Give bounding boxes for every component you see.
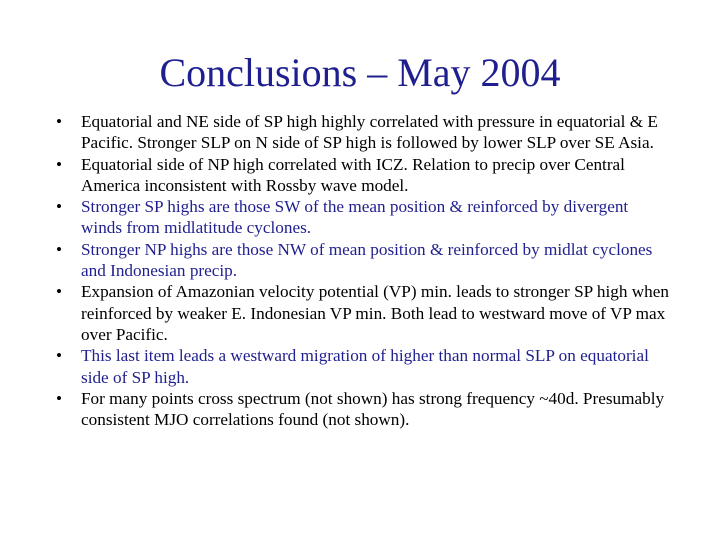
bullet-item-6 — [50, 345, 672, 388]
bullet-item-7 — [50, 388, 672, 431]
bullet-item-1 — [50, 111, 672, 154]
bullet-text: Expansion of Amazonian velocity potential (VP) min. leads to stronger SP high when reinforced by weaker E. Indonesian VP min. Both lead to westward move of VP max over Pacific. — [81, 282, 669, 344]
bullet-marker: • — [56, 197, 63, 217]
bullet-marker: • — [56, 282, 63, 302]
slide-title: Conclusions – May 2004 — [159, 50, 561, 95]
bullet-text: Equatorial and NE side of SP high highly correlated with pressure in equatorial & E Pacific. Stronger SLP on N side of SP high is followed by lower SLP over SE Asia. — [81, 112, 658, 153]
bullet-text: Stronger SP highs are those SW of the mean position & reinforced by divergent winds from midlatitude cyclones. — [81, 197, 629, 238]
bullet-text: Stronger NP highs are those NW of mean position & reinforced by midlat cyclones and Indonesian precip. — [81, 239, 653, 281]
bullet-marker: • — [56, 388, 63, 408]
bullet-marker: • — [56, 346, 63, 366]
bullet-marker: • — [56, 154, 63, 174]
bullet-text: Equatorial side of NP high correlated with ICZ. Relation to precip over Central America inconsistent with Rossby wave model. — [81, 154, 625, 195]
bullet-item-4 — [50, 239, 672, 282]
bullet-marker: • — [56, 112, 63, 131]
bullet-list — [50, 111, 672, 430]
bullet-item-3 — [50, 196, 672, 239]
bullet-text: For many points cross spectrum (not shown) has strong frequency ~40d. Presumably consistent MJO correlations found (not shown). — [81, 388, 665, 430]
bullet-item-2 — [50, 154, 672, 197]
bullet-text: This last item leads a westward migration of higher than normal SLP on equatorial side of SP high. — [81, 346, 649, 387]
bullet-item-5 — [50, 281, 672, 345]
bullet-marker: • — [56, 239, 63, 259]
